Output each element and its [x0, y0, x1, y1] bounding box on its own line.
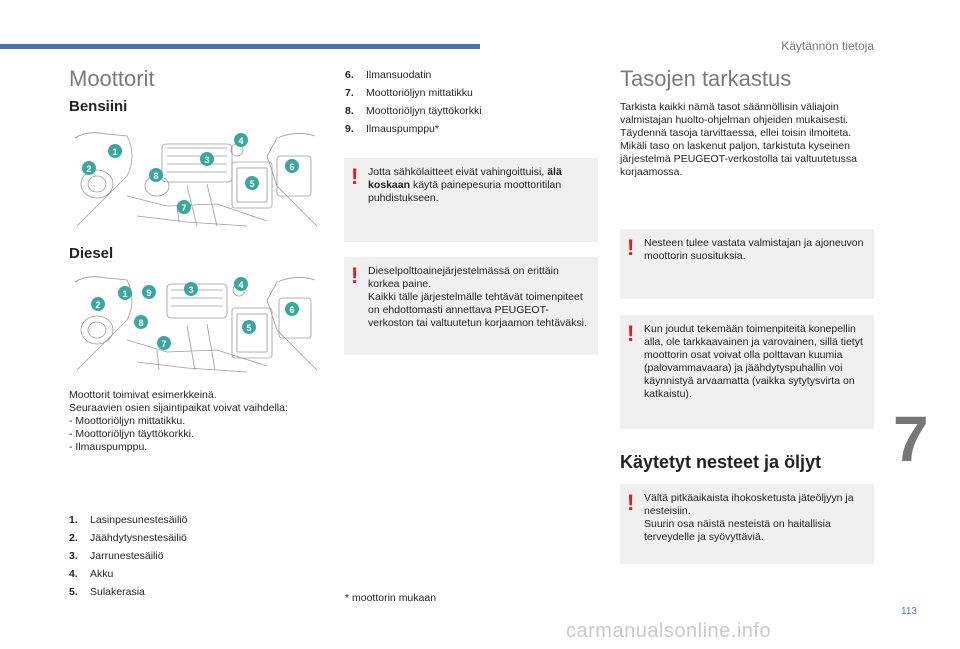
callout-badge [184, 282, 198, 296]
warning-icon: ! [627, 235, 635, 260]
callout-badge [285, 302, 299, 316]
intro-paragraph: Tarkista kaikki nämä tasot säännöllisin väliajoin valmistajan huolto-ohjelman ohjeiden mukaisesti. Täydennä tasoja tarvittaessa, ellei toisin ilmoiteta. [620, 101, 852, 139]
callout-badge [234, 277, 248, 291]
callout-badge [118, 286, 132, 300]
callout-badge [91, 297, 105, 311]
svg-text:7: 7 [181, 203, 187, 213]
petrol-heading: Bensiini [69, 98, 128, 115]
warning-box-pressure-washer [344, 158, 598, 242]
svg-text:1: 1 [122, 289, 128, 299]
svg-text:6: 6 [289, 305, 295, 315]
callout-badge [242, 320, 256, 334]
svg-text:5: 5 [249, 179, 255, 189]
parts-list-1-5 [69, 511, 187, 601]
callout-badge [285, 159, 299, 173]
warning-box-used-oil [620, 484, 874, 564]
list-item: 4. Akku [69, 568, 114, 580]
list-item: 1. Lasinpesunestesäiliö [69, 514, 188, 526]
list-item: 6. Ilmansuodatin [345, 69, 432, 81]
note-line: - Moottoriöljyn mittatikku. [69, 415, 186, 427]
svg-text:8: 8 [153, 171, 159, 181]
svg-text:9: 9 [146, 288, 152, 298]
callout-badge [142, 285, 156, 299]
callout-badge [234, 133, 248, 147]
list-item: 3. Jarrunestesäiliö [69, 550, 164, 562]
watermark: carmanualsonline.info [566, 620, 772, 642]
note-line: Moottorit toimivat esimerkkeinä. [69, 389, 217, 401]
engine-note [69, 389, 334, 454]
fluids-heading: Käytetyt nesteet ja öljyt [620, 452, 822, 472]
note-line: - Ilmauspumppu. [69, 441, 148, 453]
warning-icon: ! [351, 164, 359, 189]
diesel-engine-illustration [67, 270, 323, 380]
footnote: * moottorin mukaan [345, 592, 437, 604]
callout-badge [134, 315, 148, 329]
callout-badge [200, 152, 214, 166]
level-check-title: Tasojen tarkastus [620, 66, 792, 91]
intro-paragraph: Mikäli taso on laskenut paljon, tarkistuta kyseinen järjestelmä PEUGEOT-verkostolla tai valtuutetussa korjaamossa. [620, 140, 857, 178]
callout-badge [245, 176, 259, 190]
section-title: Käytännön tietoja [781, 39, 874, 53]
list-item: 7. Moottoriöljyn mittatikku [345, 87, 473, 99]
svg-text:3: 3 [204, 155, 210, 165]
callout-badge [157, 336, 171, 350]
svg-text:1: 1 [112, 147, 118, 157]
warning-icon: ! [627, 321, 635, 346]
list-item: 9. Ilmauspumppu* [345, 123, 439, 135]
parts-list-6-9 [345, 66, 482, 138]
warning-text: Jotta sähkölaitteet eivät vahingoittuisi, älä koskaan käytä painepesuria moottoritilan puhdistukseen. [368, 166, 562, 204]
warning-text: Kun joudut tekemään toimenpiteitä konepellin alla, ole tarkkaavainen ja varovainen, sillä tietyt moottorin osat voivat olla polttavan kuumia (palovammavaara) ja jäähdytyspuhallin voi käynnistyä arvaamatta (vaikka sytytysvirta on katkaistu). [644, 323, 863, 400]
warning-text: Nesteen tulee vastata valmistajan ja ajoneuvon moottorin suosituksia. [644, 237, 864, 262]
callout-badge [82, 161, 96, 175]
svg-text:7: 7 [161, 339, 167, 349]
callout-badge [177, 200, 191, 214]
petrol-engine-drawing [67, 126, 323, 236]
page-title-engines: Moottorit [69, 66, 155, 91]
petrol-engine-illustration [67, 126, 323, 236]
warning-icon: ! [627, 490, 635, 515]
callout-badge [108, 144, 122, 158]
chapter-number: 7 [893, 403, 929, 475]
header-accent-bar [0, 44, 480, 49]
svg-text:2: 2 [86, 164, 92, 174]
page-number: 113 [901, 606, 917, 617]
svg-text:8: 8 [138, 318, 144, 328]
warning-box-hot-engine [620, 315, 874, 429]
list-item: 5. Sulakerasia [69, 586, 145, 598]
svg-text:2: 2 [95, 300, 101, 310]
note-line: Seuraavien osien sijaintipaikat voivat vaihdella: [69, 402, 288, 414]
warning-box-diesel-pressure [344, 257, 598, 355]
diesel-engine-drawing [67, 270, 323, 380]
diesel-heading: Diesel [69, 245, 114, 262]
warning-text: Dieselpolttoainejärjestelmässä on erittäin korkea paine. Kaikki tälle järjestelmälle tehtävät toimenpiteet on ehdottomasti annettava PEUGEOT-verkoston tai valtuutetun korjaamon tehtäväksi. [368, 265, 587, 329]
svg-text:6: 6 [289, 162, 295, 172]
svg-text:3: 3 [188, 285, 194, 295]
svg-text:4: 4 [238, 280, 244, 290]
callout-badge [149, 168, 163, 182]
list-item: 8. Moottoriöljyn täyttökorkki [345, 105, 482, 117]
warning-text: Vältä pitkäaikaista ihokosketusta jäteöljyyn ja nesteisiin. Suurin osa näistä nesteistä on haitallisia terveydelle ja syövyttäviä. [644, 492, 854, 543]
svg-text:4: 4 [238, 136, 244, 146]
level-check-intro [620, 101, 876, 179]
list-item: 2. Jäähdytysnestesäiliö [69, 532, 187, 544]
note-line: - Moottoriöljyn täyttökorkki. [69, 428, 194, 440]
warning-box-fluid-spec [620, 229, 874, 299]
svg-text:5: 5 [246, 323, 252, 333]
warning-icon: ! [351, 263, 359, 288]
